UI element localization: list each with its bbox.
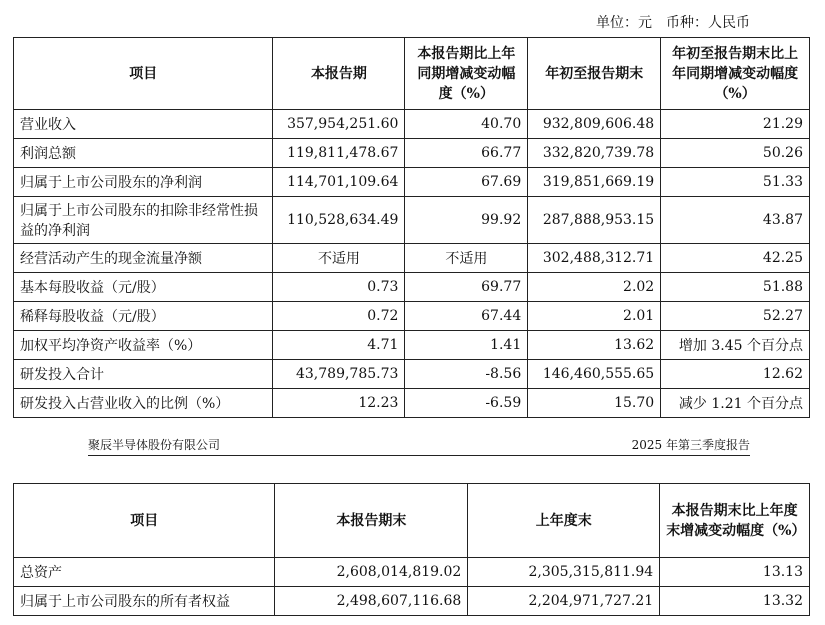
table-row <box>14 389 810 418</box>
cell-value: 4.71 <box>273 331 405 360</box>
cell-value: 110,528,634.49 <box>273 197 405 244</box>
cell-value: 51.88 <box>661 273 810 302</box>
row-label: 归属于上市公司股东的净利润 <box>14 168 273 197</box>
table-row <box>14 168 810 197</box>
cell-value: 2.01 <box>528 302 661 331</box>
header-item: 项目 <box>14 38 273 110</box>
footer-company-name: 聚辰半导体股份有限公司 <box>88 438 221 452</box>
table-row <box>14 587 810 616</box>
table-row <box>14 558 810 587</box>
cell-value: 67.69 <box>405 168 528 197</box>
row-label: 归属于上市公司股东的所有者权益 <box>14 587 275 616</box>
row-label: 归属于上市公司股东的扣除非经常性损益的净利润 <box>14 197 273 244</box>
table-row <box>14 244 810 273</box>
cell-value: 13.13 <box>660 558 810 587</box>
header-ytd: 年初至报告期末 <box>528 38 661 110</box>
cell-value: 114,701,109.64 <box>273 168 405 197</box>
cell-value: 51.33 <box>661 168 810 197</box>
cell-value: 50.26 <box>661 139 810 168</box>
cell-value: 302,488,312.71 <box>528 244 661 273</box>
cell-value: 2,608,014,819.02 <box>275 558 468 587</box>
table-row <box>14 331 810 360</box>
cell-value: 146,460,555.65 <box>528 360 661 389</box>
cell-value: 43,789,785.73 <box>273 360 405 389</box>
unit-currency-note: 单位：元 币种：人民币 <box>596 15 750 31</box>
table-row <box>14 139 810 168</box>
cell-value: 0.73 <box>273 273 405 302</box>
cell-value: 42.25 <box>661 244 810 273</box>
row-label: 总资产 <box>14 558 275 587</box>
cell-value: 69.77 <box>405 273 528 302</box>
header-prior-year-end: 上年度末 <box>468 484 660 558</box>
cell-value: 43.87 <box>661 197 810 244</box>
table-row <box>14 302 810 331</box>
table-row <box>14 110 810 139</box>
cell-value: 52.27 <box>661 302 810 331</box>
cell-value: 1.41 <box>405 331 528 360</box>
cell-value: 2.02 <box>528 273 661 302</box>
header-ytd-change: 年初至报告期末比上年同期增减变动幅度（%） <box>661 38 810 110</box>
cell-value: 增加 3.45 个百分点 <box>661 331 810 360</box>
cell-value: 不适用 <box>273 244 405 273</box>
cell-value: 0.72 <box>273 302 405 331</box>
row-label: 研发投入占营业收入的比例（%） <box>14 389 273 418</box>
cell-value: 119,811,478.67 <box>273 139 405 168</box>
cell-value: -8.56 <box>405 360 528 389</box>
cell-value: 12.62 <box>661 360 810 389</box>
cell-value: 66.77 <box>405 139 528 168</box>
row-label: 营业收入 <box>14 110 273 139</box>
row-label: 基本每股收益（元/股） <box>14 273 273 302</box>
header-current-period-change: 本报告期比上年同期增减变动幅度（%） <box>405 38 528 110</box>
cell-value: 332,820,739.78 <box>528 139 661 168</box>
header-item: 项目 <box>14 484 275 558</box>
cell-value: 不适用 <box>405 244 528 273</box>
cell-value: 932,809,606.48 <box>528 110 661 139</box>
cell-value: 287,888,953.15 <box>528 197 661 244</box>
cell-value: 319,851,669.19 <box>528 168 661 197</box>
header-change: 本报告期末比上年度末增减变动幅度（%） <box>660 484 810 558</box>
cell-value: 13.32 <box>660 587 810 616</box>
cell-value: 15.70 <box>528 389 661 418</box>
page-footer <box>88 433 750 456</box>
footer-report-title: 2025 年第三季度报告 <box>631 438 750 452</box>
row-label: 利润总额 <box>14 139 273 168</box>
cell-value: 67.44 <box>405 302 528 331</box>
cell-value: 40.70 <box>405 110 528 139</box>
financial-indicators-table <box>13 37 810 418</box>
row-label: 研发投入合计 <box>14 360 273 389</box>
header-period-end: 本报告期末 <box>275 484 468 558</box>
row-label: 加权平均净资产收益率（%） <box>14 331 273 360</box>
cell-value: 12.23 <box>273 389 405 418</box>
cell-value: 2,498,607,116.68 <box>275 587 468 616</box>
row-label: 稀释每股收益（元/股） <box>14 302 273 331</box>
table-row <box>14 360 810 389</box>
cell-value: 2,305,315,811.94 <box>468 558 660 587</box>
row-label: 经营活动产生的现金流量净额 <box>14 244 273 273</box>
table-row <box>14 197 810 244</box>
balance-indicators-table <box>13 483 810 616</box>
cell-value: 减少 1.21 个百分点 <box>661 389 810 418</box>
cell-value: -6.59 <box>405 389 528 418</box>
header-current-period: 本报告期 <box>273 38 405 110</box>
cell-value: 2,204,971,727.21 <box>468 587 660 616</box>
cell-value: 13.62 <box>528 331 661 360</box>
cell-value: 357,954,251.60 <box>273 110 405 139</box>
cell-value: 21.29 <box>661 110 810 139</box>
cell-value: 99.92 <box>405 197 528 244</box>
table-row <box>14 273 810 302</box>
